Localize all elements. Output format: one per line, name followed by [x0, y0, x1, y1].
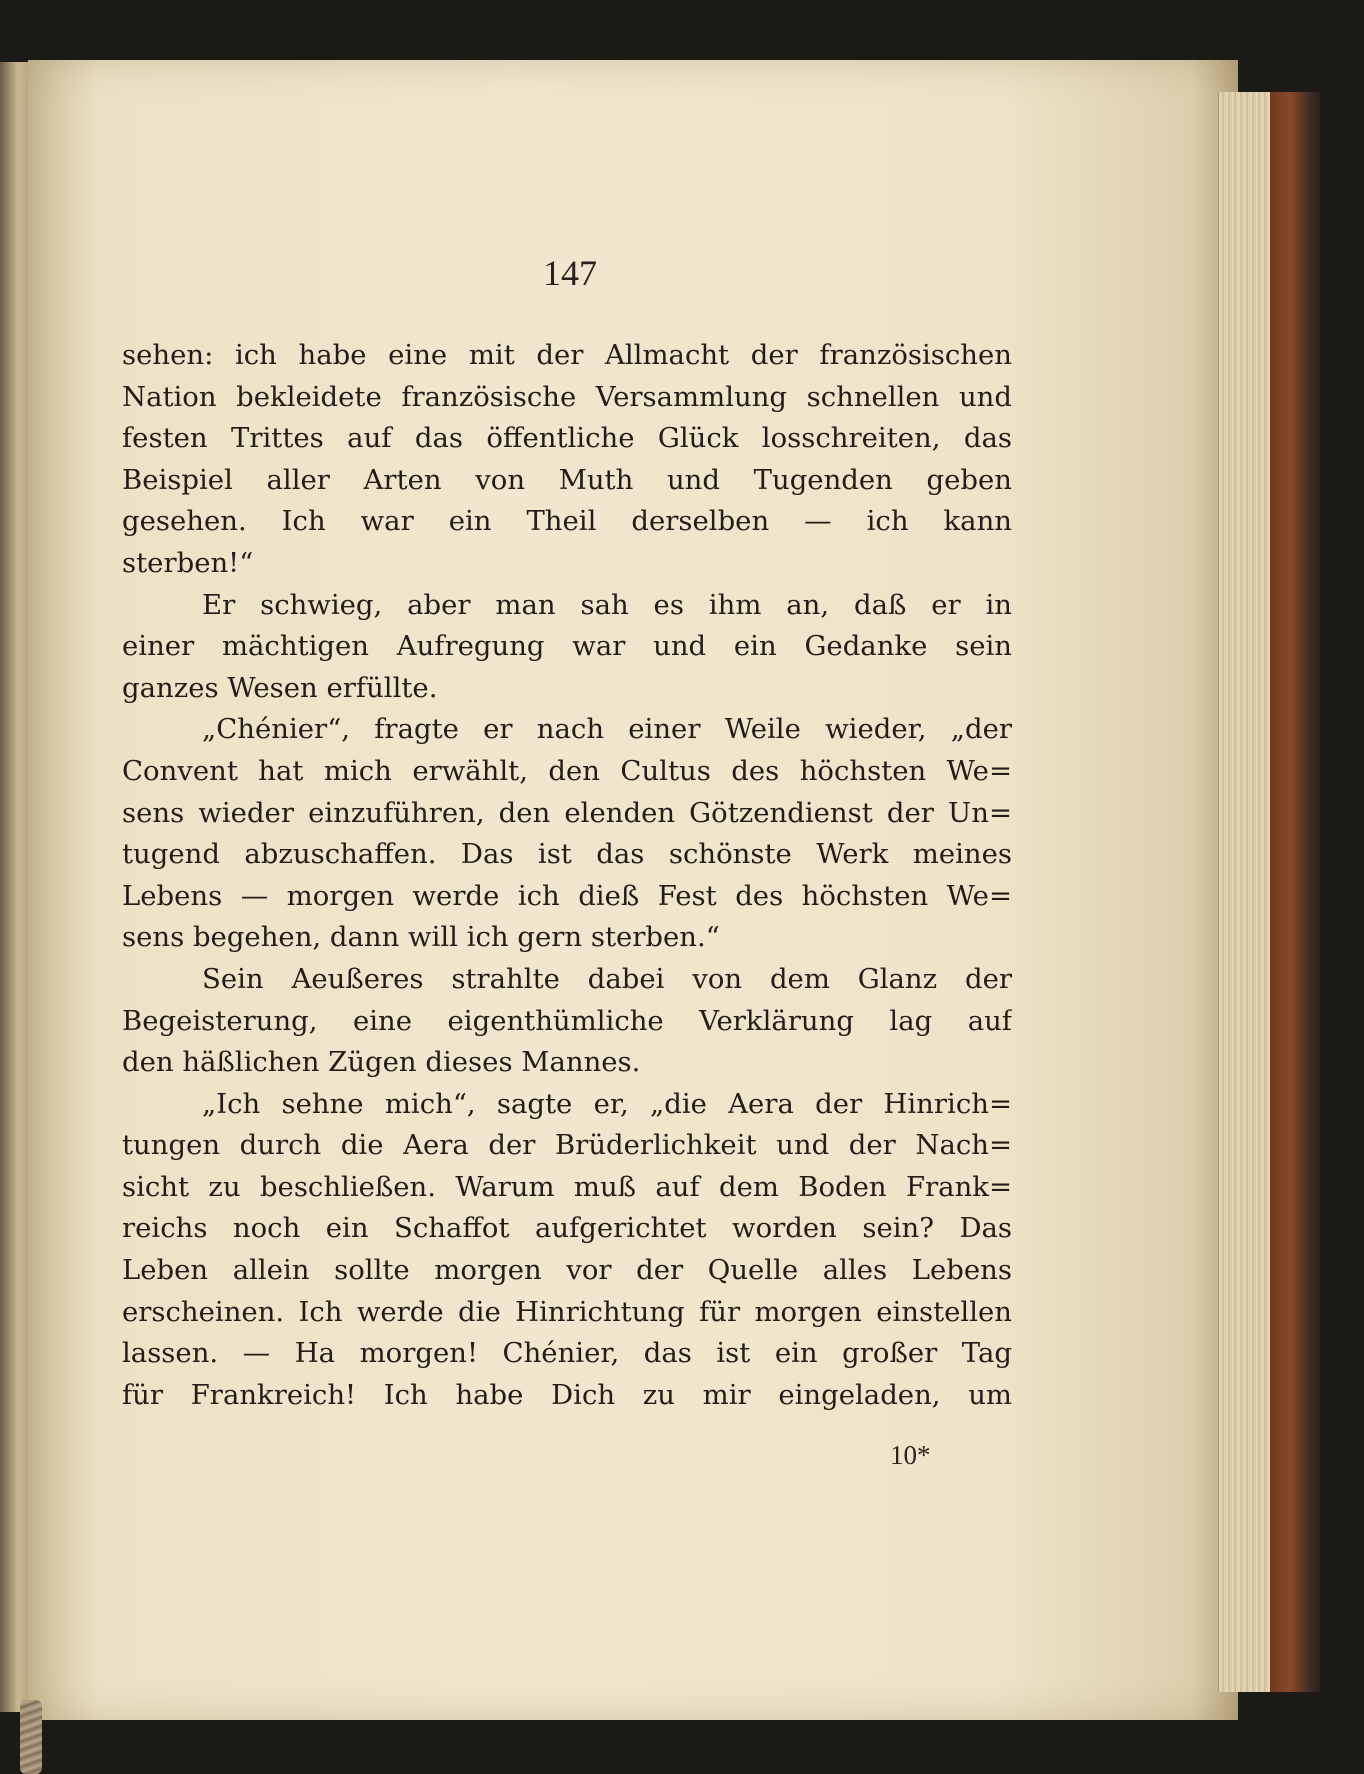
text-line: ganzes Wesen erfüllte. [122, 671, 438, 704]
text-line: Lebens — morgen werde ich dieß Fest des höchsten We= [122, 879, 1012, 912]
text-line: sens begehen, dann will ich gern sterben.“ [122, 921, 720, 954]
text-line: gesehen. Ich war ein Theil derselben — ich kann [122, 505, 1012, 538]
text-line: für Frankreich! Ich habe Dich zu mir eingeladen, um [122, 1378, 1012, 1411]
text-line: „Ich sehne mich“, sagte er, „die Aera der Hinrich= [202, 1087, 1012, 1120]
text-line: festen Trittes auf das öffentliche Glück losschreiten, das [122, 422, 1012, 455]
text-line: tungen durch die Aera der Brüderlichkeit und der Nach= [122, 1129, 1012, 1162]
text-line: Leben allein sollte morgen vor der Quelle alles Lebens [122, 1254, 1012, 1287]
text-line: Sein Aeußeres strahlte dabei von dem Glanz der [202, 962, 1012, 995]
text-line: sterben!“ [122, 546, 254, 579]
body-text [122, 335, 1012, 1416]
text-line: einer mächtigen Aufregung war und ein Gedanke sein [122, 630, 1012, 663]
bookmark-ribbon [20, 1700, 42, 1774]
text-line: erscheinen. Ich werde die Hinrichtung für morgen einstellen [122, 1295, 1012, 1328]
text-line: Beispiel aller Arten von Muth und Tugenden geben [122, 463, 1012, 496]
text-line: reichs noch ein Schaffot aufgerichtet worden sein? Das [122, 1212, 1012, 1245]
text-line: „Chénier“, fragte er nach einer Weile wieder, „der [202, 713, 1012, 746]
text-line: Convent hat mich erwählt, den Cultus des höchsten We= [122, 754, 1012, 787]
text-line: Nation bekleidete französische Versammlung schnellen und [122, 380, 1012, 413]
text-line: den häßlichen Zügen dieses Mannes. [122, 1046, 641, 1079]
book-cover-edge [1270, 92, 1320, 1692]
text-line: tugend abzuschaffen. Das ist das schönste Werk meines [122, 838, 1012, 871]
page-fore-edge [1218, 92, 1271, 1692]
text-line: Er schwieg, aber man sah es ihm an, daß er in [202, 588, 1012, 621]
text-line: sehen: ich habe eine mit der Allmacht der französischen [122, 339, 1012, 371]
text-line: sicht zu beschließen. Warum muß auf dem Boden Frank= [122, 1170, 1012, 1203]
text-line: Begeisterung, eine eigenthümliche Verklärung lag auf [122, 1004, 1012, 1037]
signature-mark: 10* [890, 1440, 931, 1470]
text-line: sens wieder einzuführen, den elenden Götzendienst der Un= [122, 796, 1012, 829]
page-number: 147 [543, 253, 597, 293]
text-line: lassen. — Ha morgen! Chénier, das ist ein großer Tag [122, 1337, 1012, 1370]
